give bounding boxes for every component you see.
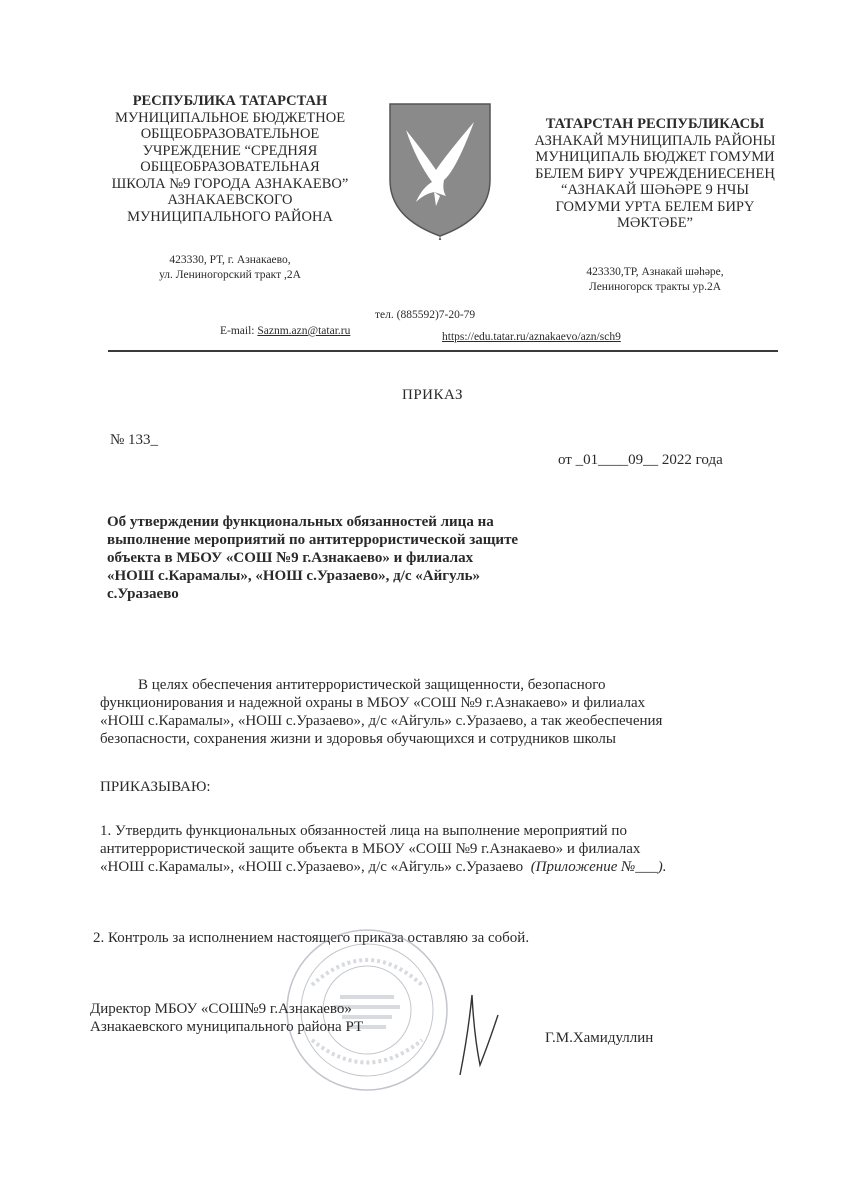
document-title: ПРИКАЗ [402, 387, 463, 403]
header-divider [108, 350, 778, 352]
address-line: 423330,ТР, Азнакай шәһәре, [586, 266, 724, 278]
paragraph-line: функционирования и надежной охраны в МБОУ «СОШ №9 г.Азнакаево» и филиалах [100, 695, 646, 711]
signer-title-line: Директор МБОУ «СОШ№9 г.Азнакаево» [90, 1001, 352, 1017]
header-left-republic: РЕСПУБЛИКА ТАТАРСТАН [132, 93, 328, 109]
order-item-2: 2. Контроль за исполнением настоящего приказа оставляю за собой. [93, 930, 530, 946]
header-right-address [545, 265, 765, 295]
paragraph-line: 1. Утвердить функциональных обязанностей лица на выполнение мероприятий по [100, 823, 627, 839]
header-left-line: АЗНАКАЕВСКОГО [167, 192, 293, 208]
order-number: № 133_ [110, 432, 159, 448]
header-right-republic: ТАТАРСТАН РЕСПУБЛИКАСЫ [545, 116, 765, 132]
subject-line: «НОШ с.Карамалы», «НОШ с.Уразаево», д/с «Айгуль» [107, 568, 481, 584]
preamble-paragraph [100, 676, 770, 748]
signer-title-line: Азнакаевского муниципального района РТ [90, 1019, 364, 1035]
header-left [80, 93, 380, 225]
header-left-line: УЧРЕЖДЕНИЕ “СРЕДНЯЯ [142, 142, 318, 159]
header-left-line: ШКОЛА №9 ГОРОДА АЗНАКАЕВО” [111, 175, 349, 192]
order-subject [107, 513, 577, 603]
paragraph-line: «НОШ с.Карамалы», «НОШ с.Уразаево», д/с «Айгуль» с.Уразаево, а так жеобеспечения [100, 713, 663, 729]
header-right [500, 116, 810, 232]
order-date: от _01____09__ 2022 года [558, 452, 723, 468]
email-link[interactable]: Saznm.azn@tatar.ru [257, 325, 351, 337]
paragraph-line: антитеррористической защите объекта в МБОУ «СОШ №9 г.Азнакаево» и филиалах [100, 841, 641, 857]
paragraph-text: «НОШ с.Карамалы», «НОШ с.Уразаево», д/с «Айгуль» с.Уразаево [100, 859, 524, 875]
header-right-line: БЕЛЕМ БИРҮ УЧРЕЖДЕНИЕСЕНЕҢ [535, 165, 775, 182]
address-line: Лениногорск тракты ур.2А [588, 281, 722, 293]
appendix-ref: (Приложение №___). [530, 859, 667, 875]
phone: тел. (885592)7-20-79 [375, 309, 476, 321]
signer-title [90, 1000, 363, 1036]
header-right-line: АЗНАКАЙ МУНИЦИПАЛЬ РАЙОНЫ [534, 132, 776, 149]
paragraph-line: В целях обеспечения антитеррористической защищенности, безопасного [138, 677, 606, 693]
order-word: ПРИКАЗЫВАЮ: [100, 779, 211, 795]
header-left-line: ОБЩЕОБРАЗОВАТЕЛЬНОЕ [140, 126, 320, 142]
subject-line: с.Уразаево [107, 586, 179, 602]
header-right-line: ГОМУМИ УРТА БЕЛЕМ БИРҮ [555, 198, 755, 215]
header-right-line: МУНИЦИПАЛЬ БЮДЖЕТ ГОМУМИ [535, 149, 775, 165]
email-label: E-mail: [220, 325, 255, 337]
header-left-address [130, 253, 330, 283]
signature [420, 975, 540, 1085]
signer-name: Г.М.Хамидуллин [545, 1030, 654, 1046]
paragraph-line [100, 858, 770, 876]
address-line: 423330, РТ, г. Азнакаево, [169, 254, 291, 266]
paragraph-line: безопасности, сохранения жизни и здоровья обучающихся и сотрудников школы [100, 731, 616, 747]
header-right-line: “АЗНАКАЙ ШӘҺӘРЕ 9 НЧЫ [561, 182, 749, 198]
emblem-icon [386, 100, 494, 240]
email-row [220, 325, 350, 337]
subject-line: Об утверждении функциональных обязанностей лица на [107, 514, 494, 530]
header-right-line: МӘКТӘБЕ” [617, 215, 693, 231]
header-left-line: МУНИЦИПАЛЬНОЕ БЮДЖЕТНОЕ [114, 109, 346, 126]
order-item-1 [100, 822, 770, 876]
header-left-line: МУНИЦИПАЛЬНОГО РАЙОНА [127, 208, 333, 225]
address-line: ул. Лениногорский тракт ,2А [159, 269, 301, 281]
website-link[interactable]: https://edu.tatar.ru/aznakaevo/azn/sch9 [442, 331, 621, 343]
header-left-line: ОБЩЕОБРАЗОВАТЕЛЬНАЯ [140, 159, 320, 175]
subject-line: выполнение мероприятий по антитеррористической защите [107, 532, 519, 548]
subject-line: объекта в МБОУ «СОШ №9 г.Азнакаево» и филиалах [107, 550, 474, 566]
